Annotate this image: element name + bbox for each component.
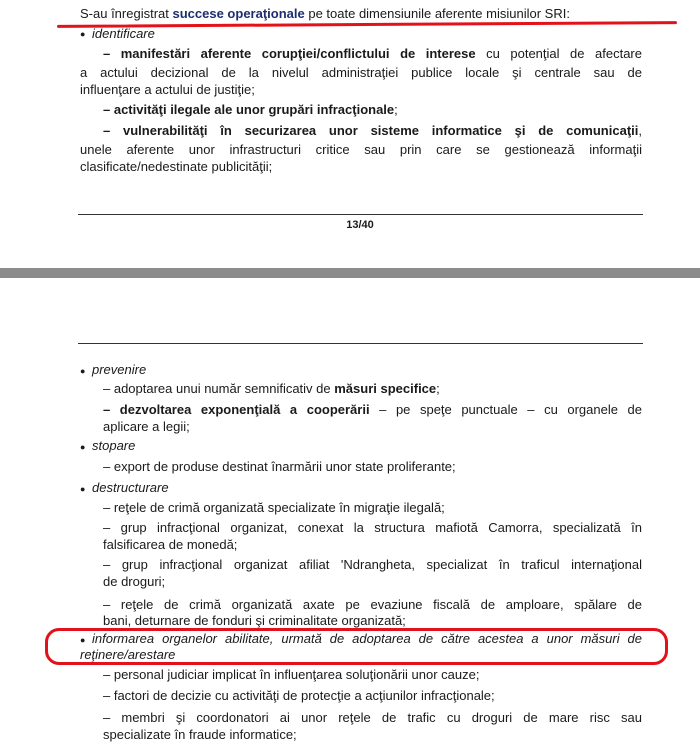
item-line: – grup infracţional organizat, conexat la structura mafiotă Camorra, specializată în (103, 520, 642, 535)
item-line: – reţele de crimă organizată specializate în migraţie ilegală; (103, 500, 445, 515)
item-line: – factori de decizie cu activităţi de protecţie a acţiunilor infracţionale; (103, 688, 495, 703)
item-line: – activităţi ilegale ale unor grupări infracţionale; (103, 102, 398, 117)
bullet-stopare: stopare (92, 438, 136, 453)
item-line: a actului decizional de la nivelul administraţiei publice locale şi centrale sau de (80, 65, 642, 80)
item-line: – export de produse destinat înarmării unor state proliferante; (103, 459, 456, 474)
item-line: – grup infracţional organizat afiliat 'Ndrangheta, specializat în traficul internaţional (103, 557, 642, 572)
intro-highlight: succese operaţionale (172, 6, 305, 21)
bullet-informare-line2: reţinere/arestare (80, 647, 176, 662)
bullet-informare-line1: informarea organelor abilitate, urmată de adoptarea de către acestea a unor măsuri de (92, 631, 642, 646)
item-line: bani, deturnare de fonduri şi criminalitate organizată; (103, 613, 406, 628)
intro-line (80, 6, 642, 22)
item-line: – vulnerabilităţi în securizarea unor sisteme informatice şi de comunicaţii, (103, 123, 642, 138)
item-line: – personal judiciar implicat în influenţarea soluţionării unor cauze; (103, 667, 480, 682)
item-line: falsificarea de monedă; (103, 537, 238, 552)
item-line: – adoptarea unui număr semnificativ de măsuri specifice; (103, 381, 440, 396)
page-separator (0, 268, 700, 278)
item-line: – manifestări aferente corupţiei/conflictului de interese cu potenţial de afectare (103, 46, 642, 61)
intro-prefix: S-au înregistrat (80, 6, 173, 21)
item-line: unele aferente unor infrastructuri critice sau prin care se gestionează informaţii (80, 142, 642, 157)
item-line: de droguri; (103, 574, 166, 589)
bullet-prevenire: prevenire (92, 362, 147, 377)
item-line: – reţele de crimă organizată axate pe evaziune fiscală de amploare, spălare de (103, 597, 642, 612)
page-number: 13/40 (346, 219, 374, 231)
item-line: aplicare a legii; (103, 419, 190, 434)
bullet-icon: ● (80, 29, 86, 39)
bullet-identificare: identificare (92, 26, 155, 41)
item-line: specializate în fraude informatice; (103, 727, 297, 742)
footer-rule (78, 214, 643, 215)
bullet-icon: ● (80, 366, 86, 376)
red-circle-annotation (45, 628, 668, 665)
intro-suffix: pe toate dimensiunile aferente misiunilor SRI: (304, 6, 570, 21)
item-line: – membri şi coordonatori ai unor reţele de trafic cu droguri de mare risc sau (103, 710, 642, 725)
item-line: clasificate/nedestinate publicităţii; (80, 159, 273, 174)
bullet-destructurare: destructurare (92, 480, 169, 495)
bullet-icon: ● (80, 635, 86, 645)
item-line: influenţare a actului de justiţie; (80, 82, 255, 97)
bullet-icon: ● (80, 442, 86, 452)
header-rule (78, 343, 643, 344)
page-13 (0, 0, 700, 268)
bullet-icon: ● (80, 484, 86, 494)
item-line: – dezvoltarea exponenţială a cooperării – pe speţe punctuale – cu organele de (103, 402, 642, 417)
